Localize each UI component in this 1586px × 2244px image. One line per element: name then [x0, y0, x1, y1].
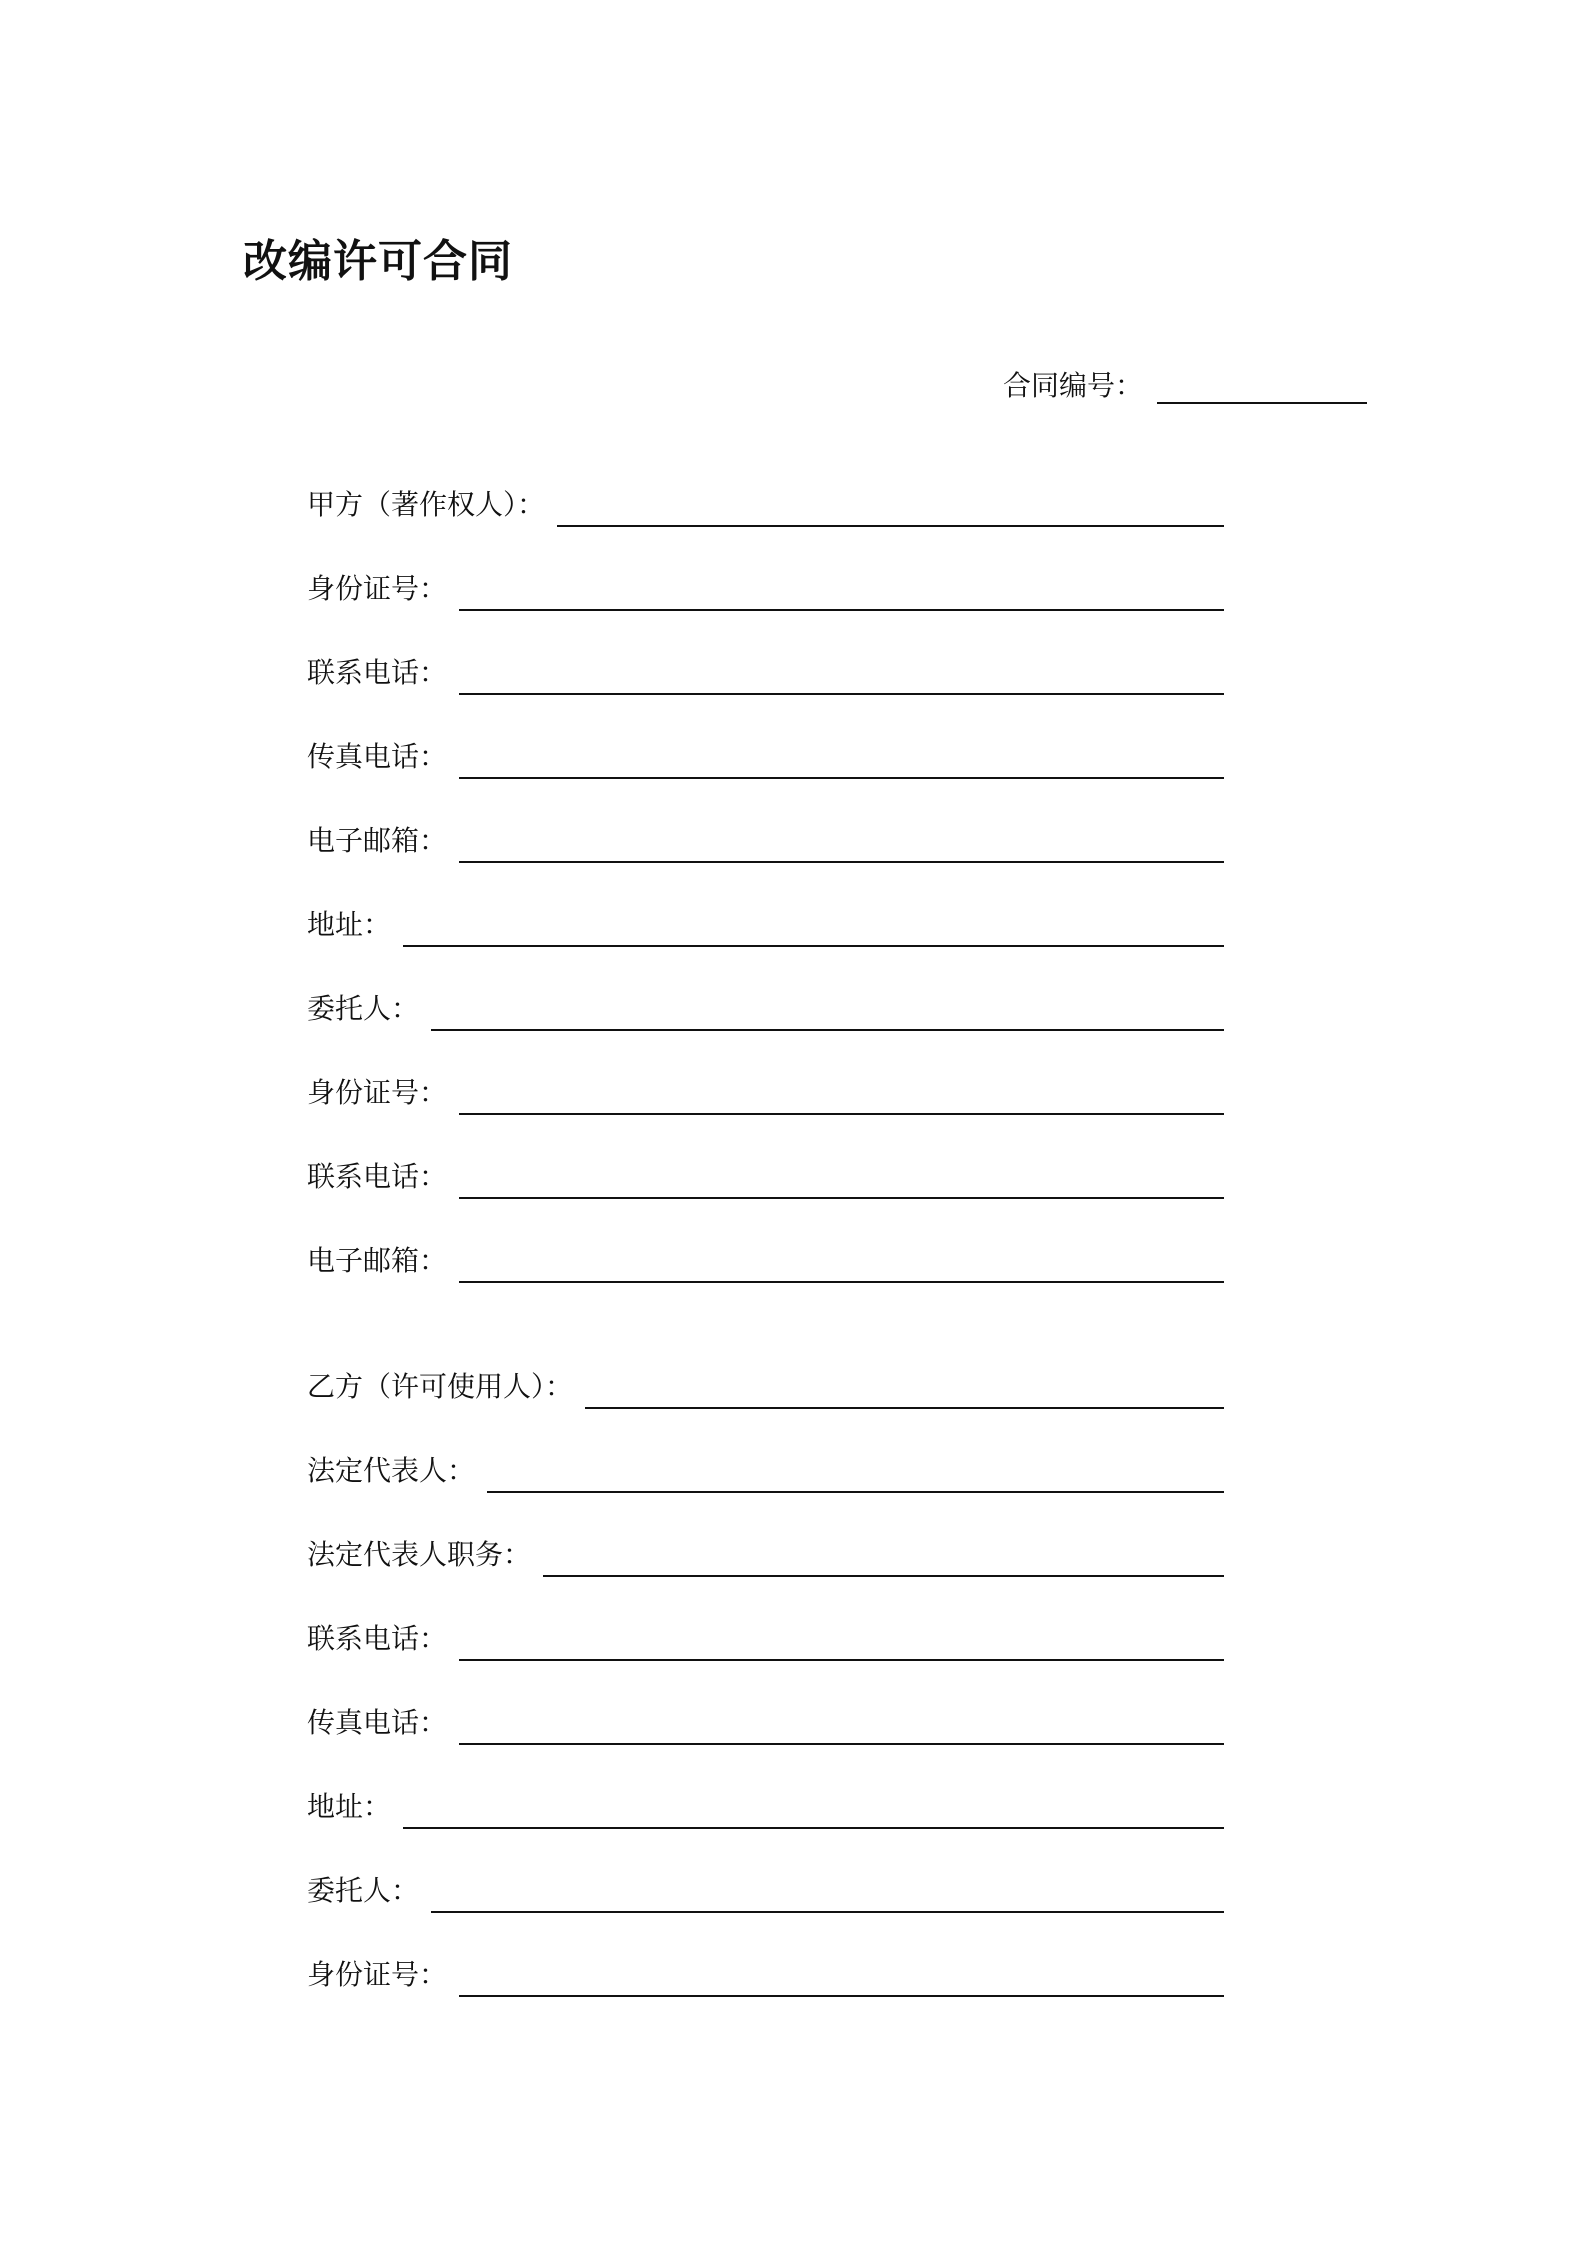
fill-in-line	[585, 1367, 1224, 1409]
field-label: 委托人：	[307, 1874, 420, 1907]
party-b-legal-rep-row	[307, 1409, 1224, 1493]
field-label: 法定代表人职务：	[307, 1538, 532, 1571]
fill-in-line	[543, 1535, 1224, 1577]
fill-in-line	[459, 569, 1224, 611]
field-label: 地址：	[307, 908, 392, 941]
party-a-section	[307, 487, 1224, 1283]
document-title: 改编许可合同	[243, 236, 513, 287]
party-a-email-row	[307, 779, 1224, 863]
field-label: 电子邮箱：	[307, 824, 448, 857]
field-label: 法定代表人：	[307, 1454, 476, 1487]
party-b-agent-row	[307, 1829, 1224, 1913]
party-a-agent-phone-row	[307, 1115, 1224, 1199]
party-b-legal-rep-title-row	[307, 1493, 1224, 1577]
contract-number-blank	[1157, 368, 1367, 404]
party-b-agent-id-row	[307, 1913, 1224, 1997]
fill-in-line	[459, 1241, 1224, 1283]
field-label: 联系电话：	[307, 1622, 448, 1655]
fill-in-line	[557, 485, 1224, 527]
fill-in-line	[459, 1955, 1224, 1997]
field-label: 联系电话：	[307, 656, 448, 689]
party-a-id-number-row	[307, 527, 1224, 611]
field-label: 身份证号：	[307, 572, 448, 605]
field-label: 乙方（许可使用人）：	[307, 1370, 574, 1403]
party-b-address-row	[307, 1745, 1224, 1829]
field-label: 联系电话：	[307, 1160, 448, 1193]
party-b-name-row	[307, 1369, 1224, 1409]
party-a-fax-row	[307, 695, 1224, 779]
party-a-phone-row	[307, 611, 1224, 695]
contract-number-label: 合同编号：	[1003, 369, 1144, 402]
party-a-agent-email-row	[307, 1199, 1224, 1283]
contract-number-row	[1003, 364, 1367, 404]
field-label: 甲方（著作权人）：	[307, 488, 546, 521]
field-label: 委托人：	[307, 992, 420, 1025]
field-label: 地址：	[307, 1790, 392, 1823]
fill-in-line	[459, 1703, 1224, 1745]
fill-in-line	[459, 1619, 1224, 1661]
party-a-agent-row	[307, 947, 1224, 1031]
fill-in-line	[487, 1451, 1224, 1493]
fill-in-line	[431, 989, 1224, 1031]
fill-in-line	[459, 1073, 1224, 1115]
party-b-section	[307, 1369, 1224, 1997]
field-label: 传真电话：	[307, 740, 448, 773]
fill-in-line	[431, 1871, 1224, 1913]
fill-in-line	[459, 821, 1224, 863]
field-label: 电子邮箱：	[307, 1244, 448, 1277]
fill-in-line	[459, 737, 1224, 779]
party-b-phone-row	[307, 1577, 1224, 1661]
fill-in-line	[459, 1157, 1224, 1199]
field-label: 身份证号：	[307, 1958, 448, 1991]
party-a-agent-id-row	[307, 1031, 1224, 1115]
field-label: 传真电话：	[307, 1706, 448, 1739]
party-a-name-row	[307, 487, 1224, 527]
party-a-address-row	[307, 863, 1224, 947]
fill-in-line	[459, 653, 1224, 695]
fill-in-line	[403, 1787, 1224, 1829]
party-b-fax-row	[307, 1661, 1224, 1745]
fill-in-line	[403, 905, 1224, 947]
field-label: 身份证号：	[307, 1076, 448, 1109]
